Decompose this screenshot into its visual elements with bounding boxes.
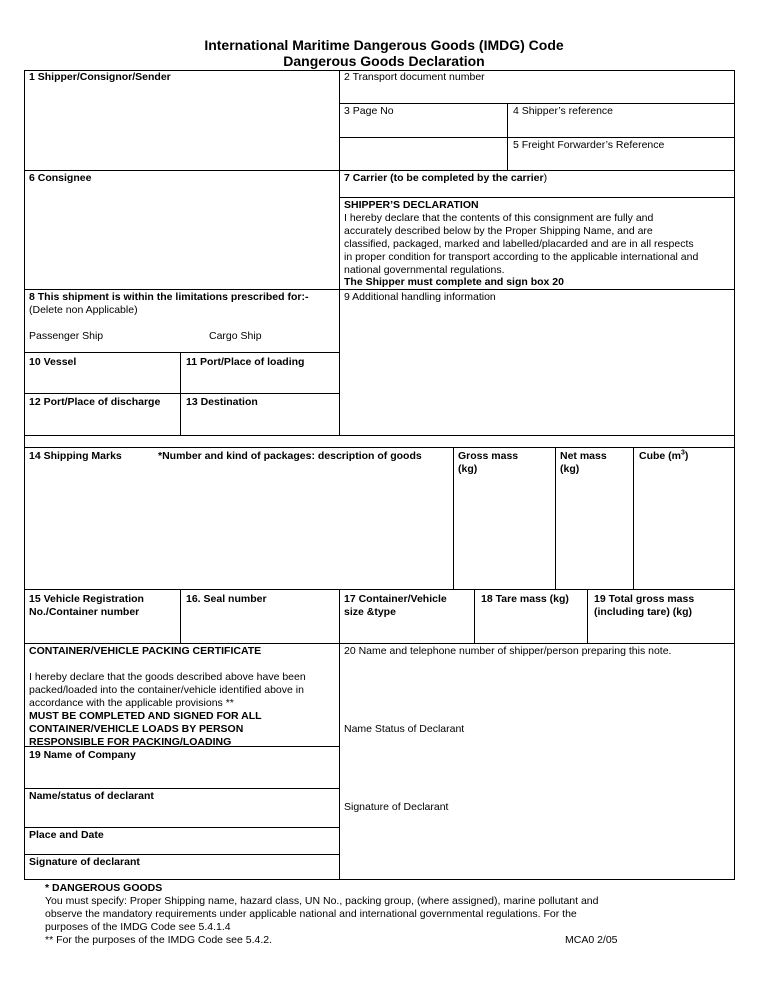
packing-certificate-line: accordance with the applicable provisions ** [29,697,234,709]
form-title: International Maritime Dangerous Goods (IMDG) Code [204,37,564,53]
box-19-including-tare-label: (including tare) (kg) [594,606,692,618]
shippers-declaration-line: national governmental regulations. [344,264,505,276]
shippers-declaration-line: in proper condition for transport according to the applicable international and [344,251,699,263]
box-16-seal-number-label: 16. Seal number [186,593,267,605]
box-4-shipper-reference-label: 4 Shipper’s reference [513,105,614,117]
box-6-consignee-label: 6 Consignee [29,172,92,184]
packing-certificate-title: CONTAINER/VEHICLE PACKING CERTIFICATE [29,645,262,657]
cube-label: Cube $(m^3)$ [639,449,689,462]
packing-certificate-line: packed/loaded into the container/vehicle identified above in [29,684,304,696]
box-7-carrier-label: 7 Carrier (to be completed by the carrier) [344,172,548,184]
box-18-tare-mass-label: 18 Tare mass (kg) [481,593,569,605]
box-15-vehicle-registration-label: 15 Vehicle Registration [29,593,144,605]
form-subtitle: Dangerous Goods Declaration [283,53,485,69]
gross-mass-unit: (kg) [458,463,478,475]
form-code: MCA0 2/05 [565,934,618,946]
box-17-container-size-label: 17 Container/Vehicle [344,593,447,605]
box-5-freight-forwarder-label: 5 Freight Forwarder’s Reference [513,139,665,151]
footer-note-line: observe the mandatory requirements under applicable national and international governmental regulations. For the [45,908,577,920]
box-17-container-type-label: size &type [344,606,396,618]
footer-note-line: You must specify: Proper Shipping name, hazard class, UN No., packing group, (where assigned), marine pollutant and [45,895,599,907]
cargo-ship-option: Cargo Ship [209,330,262,342]
net-mass-label: Net mass [560,450,607,462]
shippers-declaration-instruction: The Shipper must complete and sign box 20 [344,276,564,288]
packing-certificate-requirement: MUST BE COMPLETED AND SIGNED FOR ALL [29,710,262,722]
packing-certificate-requirement: RESPONSIBLE FOR PACKING/LOADING [29,736,232,748]
box-19-total-gross-mass-label: 19 Total gross mass [594,593,695,605]
passenger-ship-option: Passenger Ship [29,330,104,342]
shippers-declaration-title: SHIPPER’S DECLARATION [344,199,479,211]
box-1-shipper-label: 1 Shipper/Consignor/Sender [29,71,171,83]
box-13-destination-label: 13 Destination [186,396,258,408]
signature-of-declarant-right-label: Signature of Declarant [344,801,449,813]
packing-certificate-requirement: CONTAINER/VEHICLE LOADS BY PERSON [29,723,244,735]
footer-note-line: purposes of the IMDG Code see 5.4.1.4 [45,921,231,933]
footer-imdg-reference: ** For the purposes of the IMDG Code see 5.4.2. [45,934,273,946]
footer-dangerous-goods-heading: * DANGEROUS GOODS [45,882,163,894]
box-10-vessel-label: 10 Vessel [29,356,77,368]
box-2-transport-doc-label: 2 Transport document number [344,71,485,83]
box-9-handling-info-label: 9 Additional handling information [344,291,496,303]
box-14-shipping-marks-label: 14 Shipping Marks [29,450,122,462]
box-20-shipper-contact-label: 20 Name and telephone number of shipper/person preparing this note. [344,645,672,657]
gross-mass-label: Gross mass [458,450,519,462]
box-19-company-name-label: 19 Name of Company [29,749,136,761]
place-and-date-label: Place and Date [29,829,104,841]
shippers-declaration-line: I hereby declare that the contents of this consignment are fully and [344,212,654,224]
net-mass-unit: (kg) [560,463,580,475]
signature-of-declarant-left-label: Signature of declarant [29,856,140,868]
packing-certificate-line: I hereby declare that the goods described above have been [29,671,306,683]
shippers-declaration-line: classified, packaged, marked and labelled/placarded and are in all respects [344,238,694,250]
box-8-limitations-label: 8 This shipment is within the limitations prescribed for:- [29,291,309,303]
box-12-port-discharge-label: 12 Port/Place of discharge [29,396,161,408]
box-11-port-loading-label: 11 Port/Place of loading [186,356,305,368]
name-status-of-declarant-label: Name Status of Declarant [344,723,465,735]
name-status-declarant-left-label: Name/status of declarant [29,790,154,802]
box-15-container-number-label: No./Container number [29,606,140,618]
shippers-declaration-line: accurately described below by the Proper Shipping Name, and are [344,225,653,237]
box-3-page-no-label: 3 Page No [344,105,394,117]
packages-description-label: *Number and kind of packages: description of goods [158,450,422,462]
box-8-delete-note: (Delete non Applicable) [29,304,138,316]
